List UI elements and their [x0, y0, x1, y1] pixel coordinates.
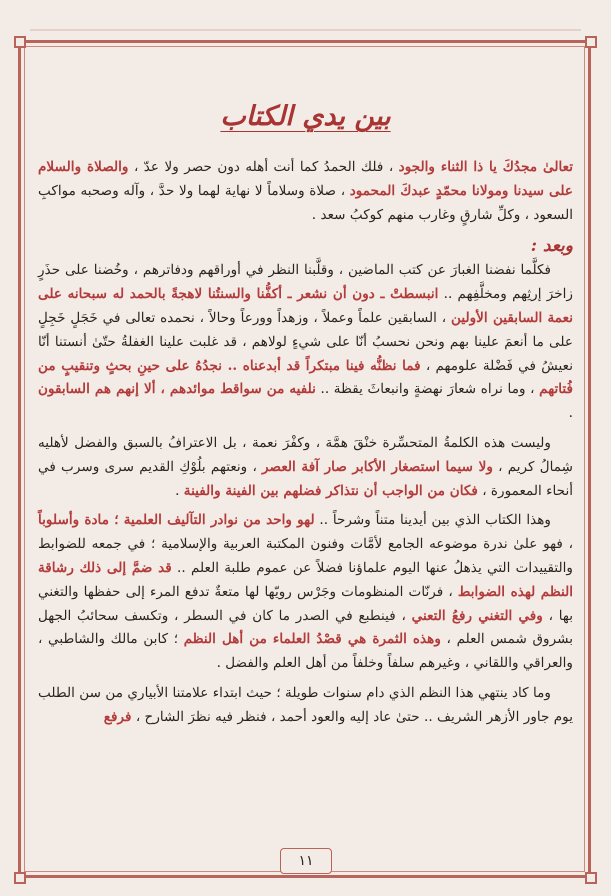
body-text: ، ونعتهم بلُوْكِ القديم سرى وسرب في أنحاء المعمورة ،: [38, 458, 573, 499]
paragraph: [38, 509, 573, 676]
paragraph-opening: [38, 156, 573, 227]
page-number: ١١: [280, 848, 332, 874]
body-text: .: [568, 405, 573, 422]
highlighted-text: فرفع: [103, 708, 132, 725]
paragraph: [38, 682, 573, 730]
body-text: ، صلاة وسلاماً لا نهاية لهما ولا حدَّ ، وآله وصحبه مواكبِ السعود ، وكلِّ شارقٍ وغارب منهم كوكبُ سعد .: [38, 182, 573, 223]
body-text: ، السابقين علماً وعملاً ، وزهداً وورعاً وحالاً ، نحمده تعالى في خَجَلٍ خَجِلٍ على ما أنعمَ علينا بهم ونحن نحسبُ أنّا على شيءٍ لولاهم ، قد غلبت علينا الغفلةُ حتّىٰ أنستنا أنّا نعيشُ في فَضْلة علومهم ،: [38, 309, 573, 374]
body-text: ، فهو علىٰ ندرة موضوعه الجامع لأمَّات وفنون المكتبة العربية والإسلامية ؛ في جمعه للضوابط والتقييدات التي يذهلُ عنها اليوم علماؤنا فضلاً عن عموم طلبة العلم ..: [38, 536, 573, 576]
highlighted-text: لهو واحد من نوادر التآليف العلمية ؛ مادة وأسلوباً: [38, 512, 315, 529]
section-heading: وبعد :: [530, 236, 573, 257]
top-ornament: [0, 0, 611, 40]
corner-ornament: [14, 36, 26, 48]
page-content: [38, 100, 573, 840]
body-text: ، فرنّات المنظومات وجَرْس رويّها لها متعةٌ تدفع المرء إلى حفظها والتغني بها ،: [38, 583, 573, 624]
page-title: بين يدي الكتاب: [220, 101, 391, 132]
body-text: ؛ كابن مالك والشاطبي ، والعراقي واللقاني ، وغيرهم سلفاً وخلفاً من أهل العلم والفضل .: [38, 631, 573, 672]
body-text: ، وما نراه شعارَ نهضةٍ وانبعاثَ يقظة ..: [315, 381, 540, 398]
highlighted-text: والصلاة والسلام على سيدنا ومولانا محمّدٍ عبدكَ المحمود: [38, 159, 573, 199]
body-text: وما كاد ينتهي هذا النظم الذي دام سنوات طويلة ؛ حيث ابتداء علامتنا الأبياري من سن الطلب يوم جاور الأزهر الشريف .. حتىٰ عاد إليه والعود أحمد ، فنظر فيه نظرَ الشارح ،: [38, 684, 573, 725]
highlighted-text: ولا سيما استصغار الأكابر صار آفة العصر: [262, 458, 493, 475]
highlighted-text: قد ضمَّ إلى ذلك رشاقة النظم لهذه الضوابط: [38, 559, 573, 600]
paragraph: [38, 432, 573, 503]
body-text: وهذا الكتاب الذي بين أيدينا متناً وشرحاً ..: [314, 512, 551, 529]
corner-ornament: [585, 36, 597, 48]
highlighted-text: تعالىٰ مجدُكَ يا ذا الثناء والجود: [398, 159, 574, 175]
highlighted-text: وفي التغني رفعُ التعني: [411, 607, 543, 624]
body-text: فكلَّما نفضنا الغبارَ عن كتب الماضين ، وقلَّبنا النظر في أوراقهم ودفاترهم ، وخُضنا على حذَرٍ زاخرَ إرثِهم ومخلَّفِهم ..: [38, 262, 573, 303]
corner-ornament: [585, 872, 597, 884]
body-text: ، فلك الحمدُ كما أنت أهله دون حصر ولا عدّ ،: [128, 159, 399, 175]
highlighted-text: انبسطتْ ـ دون أن نشعر ـ أكفُّنا والسنتُنا لاهجةً بالحمد له سبحانه على نعمة السابقين الأولين: [38, 286, 574, 326]
body-text: وليست هذه الكلمةُ المتحسِّرة خنْقَ همَّة ، وكفْرَ نعمة ، بل الاعترافُ بالسبق والفضل لأهليه شِمالُ كريم ،: [38, 434, 573, 475]
body-text: .: [175, 482, 184, 499]
corner-ornament: [14, 872, 26, 884]
highlighted-text: نلفيه من سواقط موائدهم ، ألا إنهم هم السابقون: [38, 381, 316, 398]
body-text: ، فينطبع في الصدر ما كان في السطر ، وتكسف سحائبُ الجهل بشروق شمس العلم ،: [38, 607, 573, 648]
highlighted-text: وهذه الثمرة هي قصْدُ العلماء من أهل النظم: [183, 631, 441, 648]
paragraph: [38, 259, 573, 426]
highlighted-text: فكان من الواجب أن نتذاكر فضلهم بين الفينة والفينة: [183, 482, 478, 499]
highlighted-text: فما نظنُّه فينا مبتكراً قد أبدعناه .. نجدُهُ على حينِ بحثٍ وتنقيبٍ من فُتاتهم: [38, 357, 573, 398]
